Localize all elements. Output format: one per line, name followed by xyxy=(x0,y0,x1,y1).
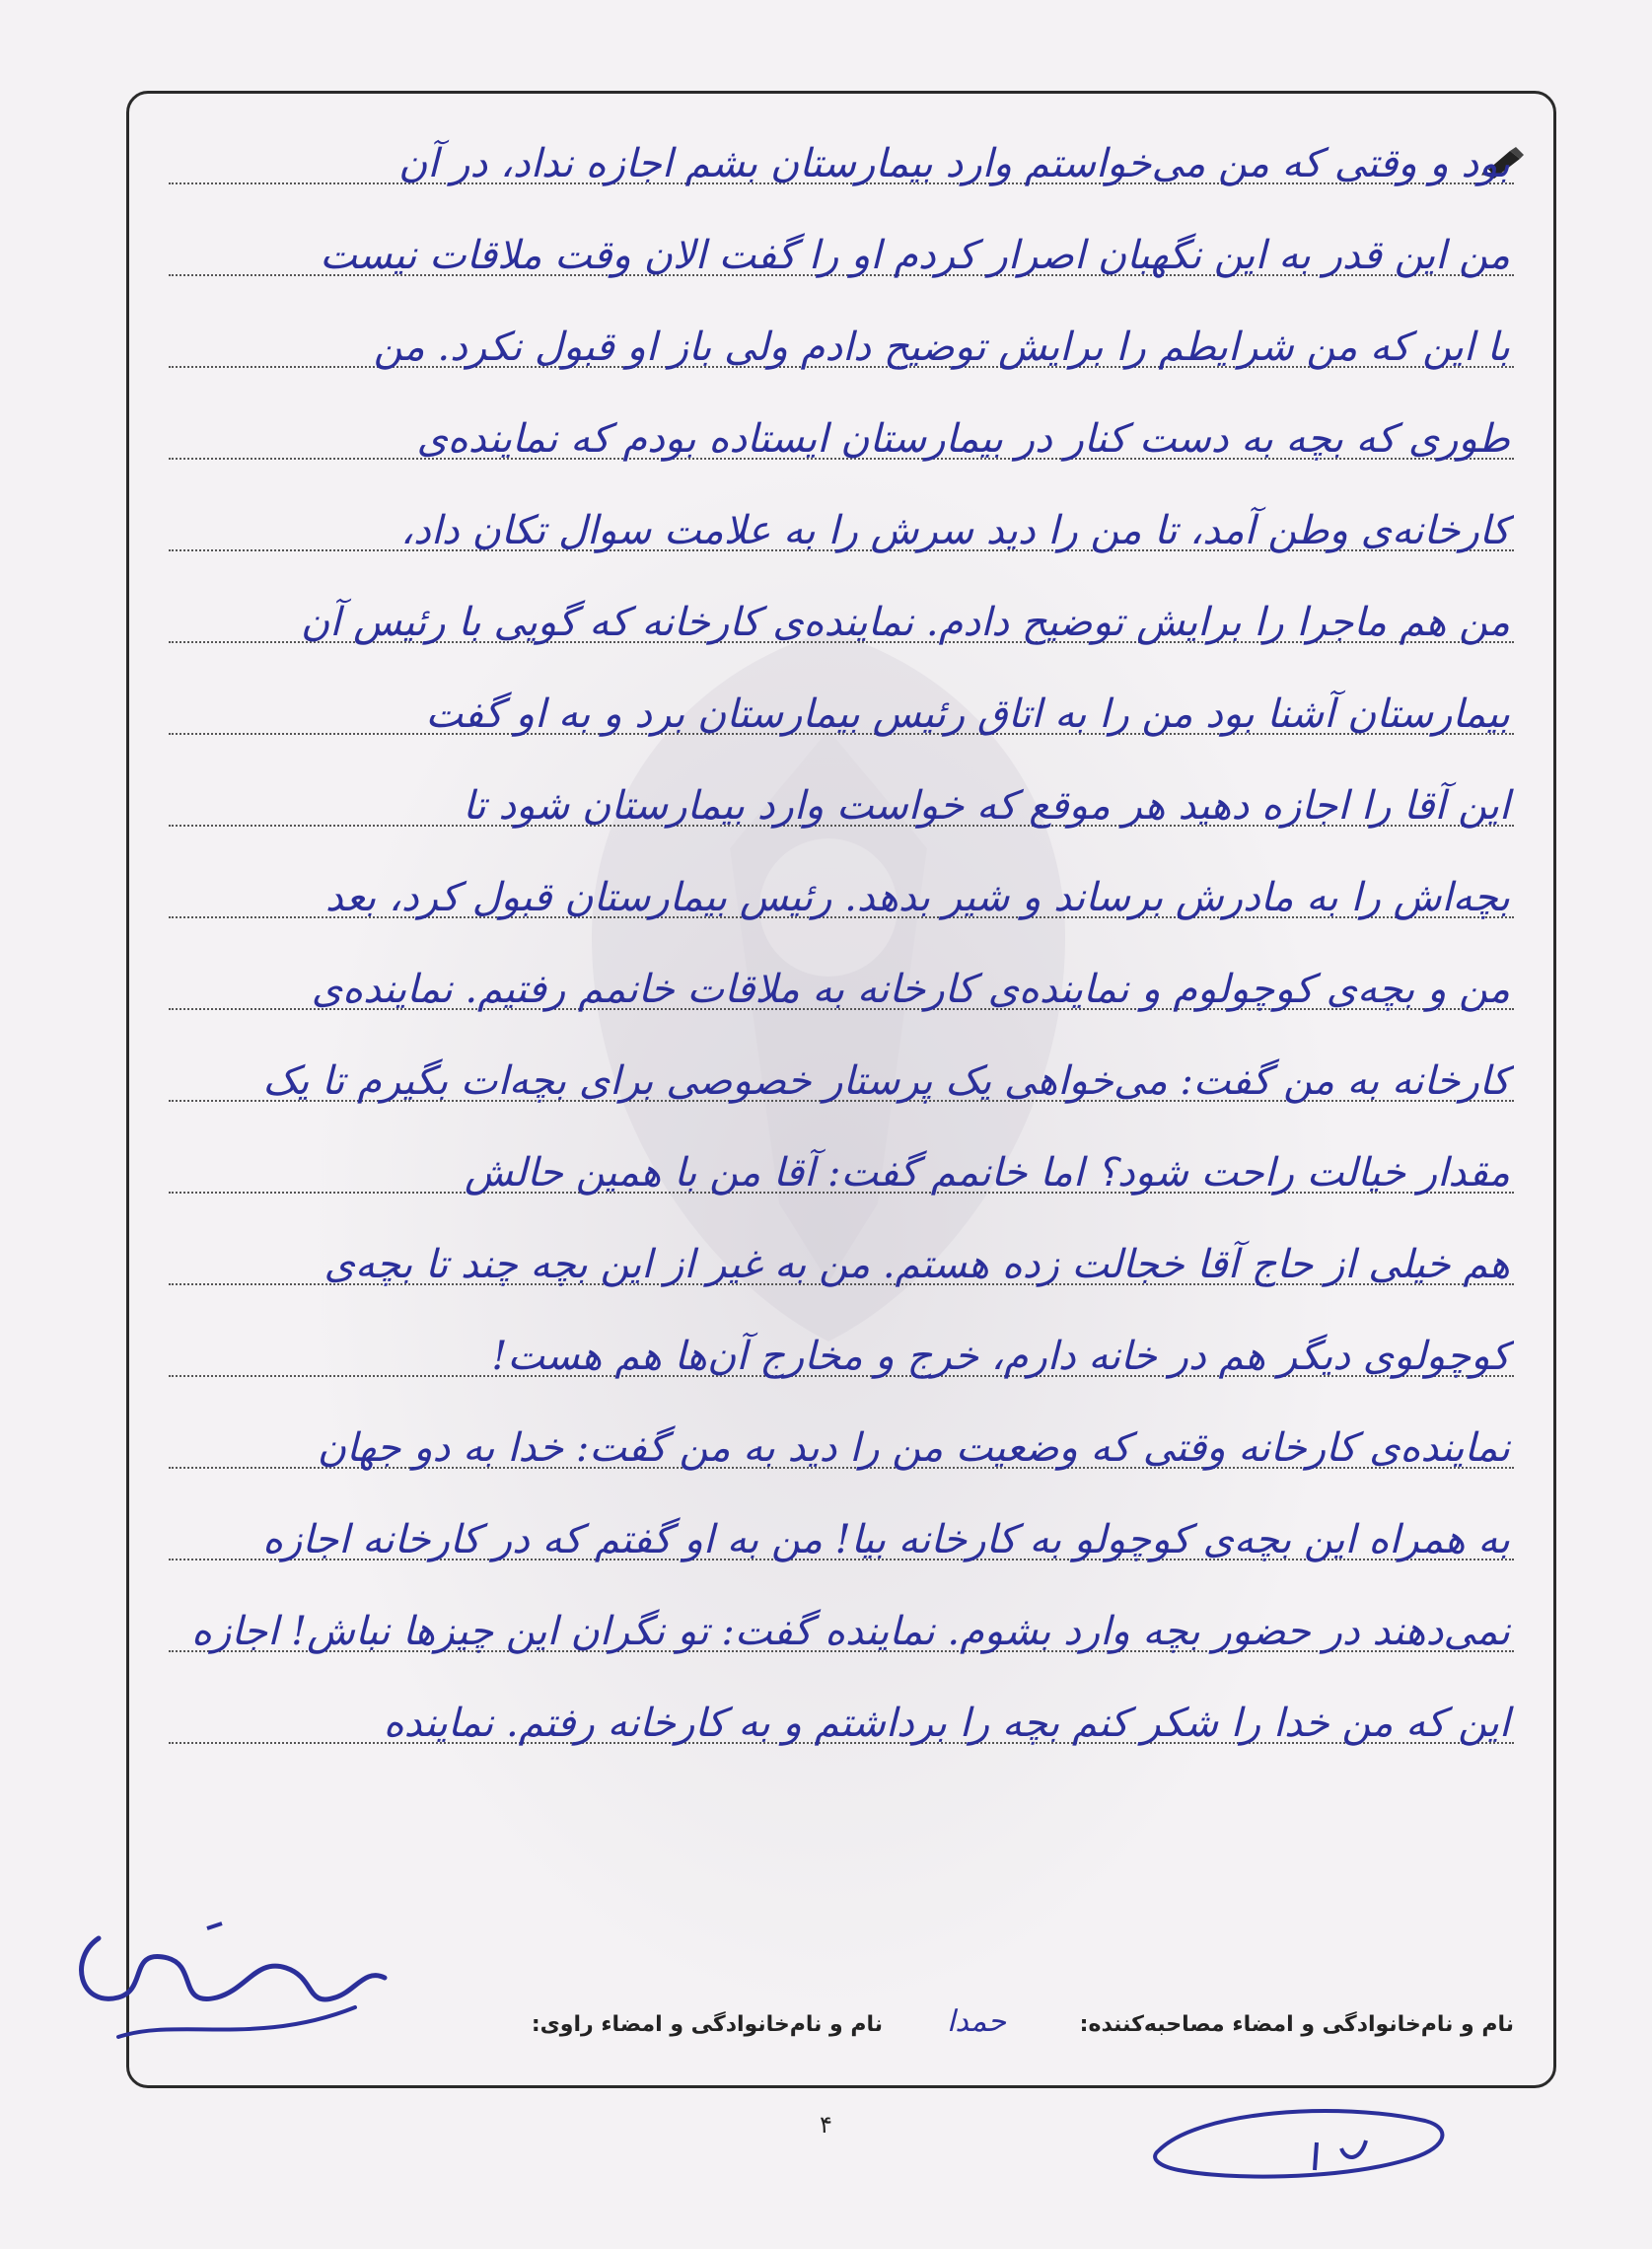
text-line: مقدار خیالت راحت شود؟ اما خانمم گفت: آقا من با همین حالش xyxy=(169,1142,1514,1203)
text-line: من و بچه‌ی کوچولوم و نماینده‌ی کارخانه به ملاقات خانمم رفتیم. نماینده‌ی xyxy=(169,959,1514,1020)
text-line: بود و وقتی که من می‌خواستم وارد بیمارستان بشم اجازه نداد، در آن xyxy=(169,133,1514,194)
narrator-label: نام و نام‌خانوادگی و امضاء راوی: xyxy=(531,2012,883,2037)
text-line: کوچولوی دیگر هم در خانه دارم، خرج و مخارج آن‌ها هم هست! xyxy=(169,1326,1514,1387)
text-line: کارخانه‌ی وطن آمد، تا من را دید سرش را به علامت سوال تکان داد، xyxy=(169,500,1514,561)
text-line: با این که من شرایطم را برایش توضیح دادم ولی باز او قبول نکرد. من xyxy=(169,317,1514,378)
text-line: این که من خدا را شکر کنم بچه را برداشتم و به کارخانه رفتم. نماینده xyxy=(169,1693,1514,1754)
text-line: بچه‌اش را به مادرش برساند و شیر بدهد. رئیس بیمارستان قبول کرد، بعد xyxy=(169,867,1514,928)
text-line: من این قدر به این نگهبان اصرار کردم او را گفت الان وقت ملاقات نیست xyxy=(169,225,1514,286)
text-line: نماینده‌ی کارخانه وقتی که وضعیت من را دید به من گفت: خدا به دو جهان xyxy=(169,1417,1514,1479)
text-frame xyxy=(126,91,1556,2088)
narrator-signature xyxy=(59,1899,414,2076)
text-line: به همراه این بچه‌ی کوچولو به کارخانه بیا! من به او گفتم که در کارخانه اجازه xyxy=(169,1509,1514,1570)
page-number: ۴ xyxy=(820,2111,832,2139)
text-line: من هم ماجرا را برایش توضیح دادم. نماینده‌ی کارخانه که گویی با رئیس آن xyxy=(169,592,1514,653)
handwritten-lines xyxy=(169,94,1514,2085)
interviewer-signature: حمدا xyxy=(947,2004,1006,2039)
text-line: کارخانه به من گفت: می‌خواهی یک پرستار خصوصی برای بچه‌ات بگیرم تا یک xyxy=(169,1051,1514,1112)
text-line: این آقا را اجازه دهید هر موقع که خواست وارد بیمارستان شود تا xyxy=(169,775,1514,836)
text-line: نمی‌دهند در حضور بچه وارد بشوم. نماینده گفت: تو نگران این چیزها نباش! اجازه xyxy=(169,1601,1514,1662)
text-line: هم خیلی از حاج آقا خجالت زده هستم. من به غیر از این بچه چند تا بچه‌ی xyxy=(169,1234,1514,1295)
interviewer-label: نام و نام‌خانوادگی و امضاء مصاحبه‌کننده: xyxy=(1079,2012,1514,2037)
text-line: بیمارستان آشنا بود من را به اتاق رئیس بیمارستان برد و به او گفت xyxy=(169,684,1514,745)
bottom-signature xyxy=(1139,2091,1465,2200)
text-line: طوری که بچه به دست کنار در بیمارستان ایستاده بودم که نماینده‌ی xyxy=(169,408,1514,470)
